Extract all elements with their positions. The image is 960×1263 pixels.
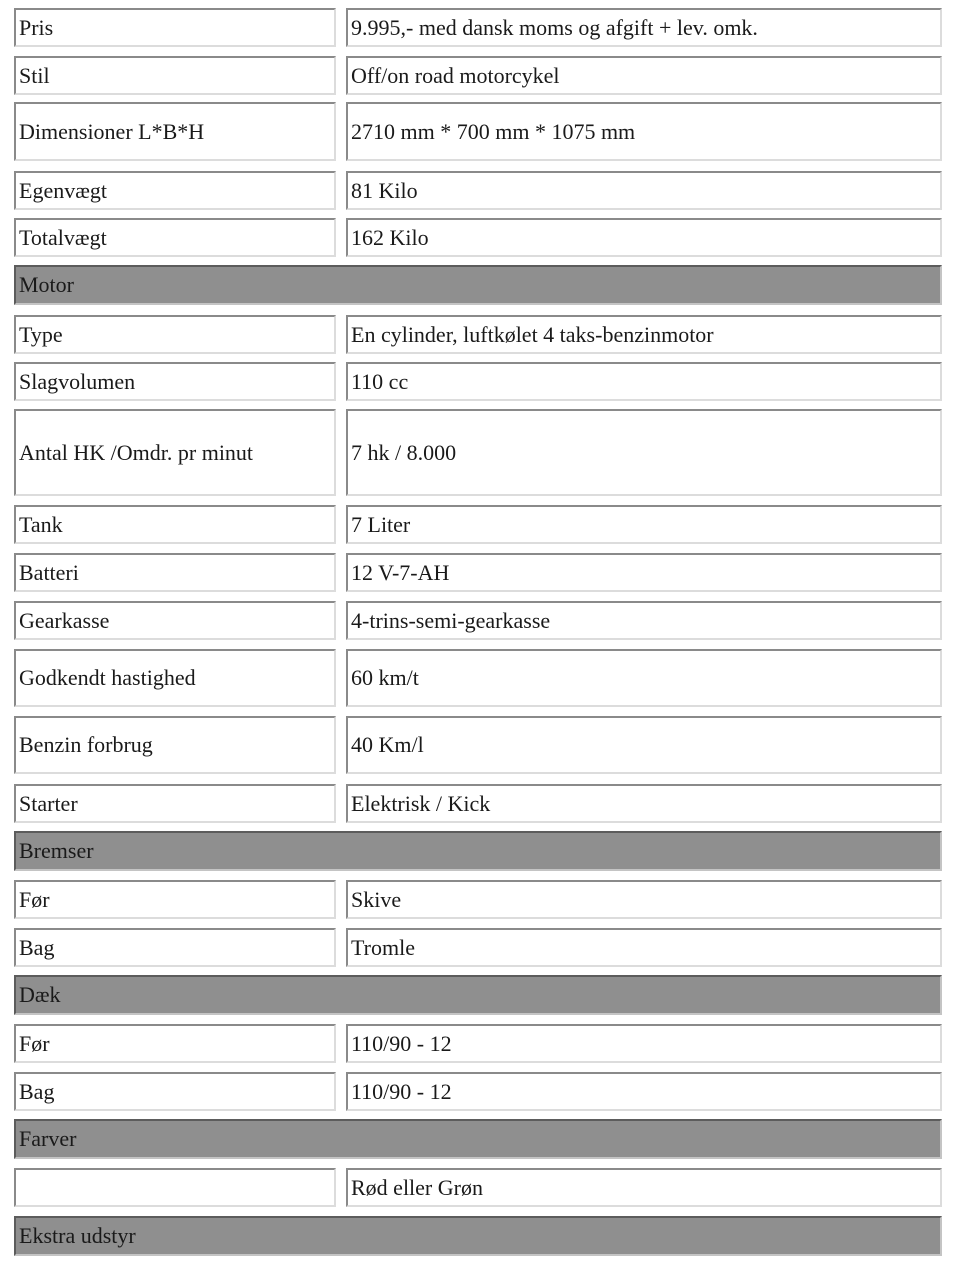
section-header-daek <box>14 975 942 1015</box>
label-type: Type <box>14 315 336 354</box>
value-hk: 7 hk / 8.000 <box>346 409 942 496</box>
label-batteri: Batteri <box>14 553 336 592</box>
table-row-hastighed <box>14 649 942 707</box>
value-stil: Off/on road motorcykel <box>346 56 942 95</box>
value-gearkasse: 4-trins-semi-gearkasse <box>346 601 942 640</box>
value-pris: 9.995,- med dansk moms og afgift + lev. omk. <box>346 8 942 47</box>
value-egenvaegt: 81 Kilo <box>346 171 942 210</box>
section-header-ekstra-udstyr <box>14 1216 942 1256</box>
table-row-farver <box>14 1168 942 1207</box>
label-farver <box>14 1168 336 1207</box>
value-totalvaegt: 162 Kilo <box>346 218 942 257</box>
table-row-bremser-foer <box>14 880 942 919</box>
table-row-egenvaegt <box>14 171 942 210</box>
table-row-totalvaegt <box>14 218 942 257</box>
table-row-benzin <box>14 716 942 774</box>
section-title-motor: Motor <box>14 265 942 305</box>
value-benzin: 40 Km/l <box>346 716 942 774</box>
value-hastighed: 60 km/t <box>346 649 942 707</box>
table-row-gearkasse <box>14 601 942 640</box>
label-daek-foer: Før <box>14 1024 336 1063</box>
value-starter: Elektrisk / Kick <box>346 784 942 823</box>
table-row-bremser-bag <box>14 928 942 967</box>
table-row-dimensioner <box>14 102 942 161</box>
section-title-daek: Dæk <box>14 975 942 1015</box>
value-batteri: 12 V-7-AH <box>346 553 942 592</box>
section-title-bremser: Bremser <box>14 831 942 871</box>
value-bremser-bag: Tromle <box>346 928 942 967</box>
label-stil: Stil <box>14 56 336 95</box>
table-row-daek-foer <box>14 1024 942 1063</box>
table-row-starter <box>14 784 942 823</box>
value-dimensioner: 2710 mm * 700 mm * 1075 mm <box>346 102 942 161</box>
value-type: En cylinder, luftkølet 4 taks-benzinmotor <box>346 315 942 354</box>
value-daek-bag: 110/90 - 12 <box>346 1072 942 1111</box>
section-header-bremser <box>14 831 942 871</box>
table-row-stil <box>14 56 942 95</box>
label-pris: Pris <box>14 8 336 47</box>
table-row-pris <box>14 8 942 47</box>
label-egenvaegt: Egenvægt <box>14 171 336 210</box>
section-title-farver: Farver <box>14 1119 942 1159</box>
label-slagvolumen: Slagvolumen <box>14 362 336 401</box>
label-benzin: Benzin forbrug <box>14 716 336 774</box>
section-header-farver <box>14 1119 942 1159</box>
value-slagvolumen: 110 cc <box>346 362 942 401</box>
table-row-batteri <box>14 553 942 592</box>
table-row-daek-bag <box>14 1072 942 1111</box>
label-gearkasse: Gearkasse <box>14 601 336 640</box>
label-hk: Antal HK /Omdr. pr minut <box>14 409 336 496</box>
table-row-hk <box>14 409 942 496</box>
table-row-slagvolumen <box>14 362 942 401</box>
value-daek-foer: 110/90 - 12 <box>346 1024 942 1063</box>
label-hastighed: Godkendt hastighed <box>14 649 336 707</box>
value-tank: 7 Liter <box>346 505 942 544</box>
label-bremser-bag: Bag <box>14 928 336 967</box>
value-bremser-foer: Skive <box>346 880 942 919</box>
section-title-ekstra-udstyr: Ekstra udstyr <box>14 1216 942 1256</box>
label-bremser-foer: Før <box>14 880 336 919</box>
label-starter: Starter <box>14 784 336 823</box>
table-row-type <box>14 315 942 354</box>
table-row-tank <box>14 505 942 544</box>
value-farver: Rød eller Grøn <box>346 1168 942 1207</box>
label-dimensioner: Dimensioner L*B*H <box>14 102 336 161</box>
label-totalvaegt: Totalvægt <box>14 218 336 257</box>
label-tank: Tank <box>14 505 336 544</box>
section-header-motor <box>14 265 942 305</box>
label-daek-bag: Bag <box>14 1072 336 1111</box>
